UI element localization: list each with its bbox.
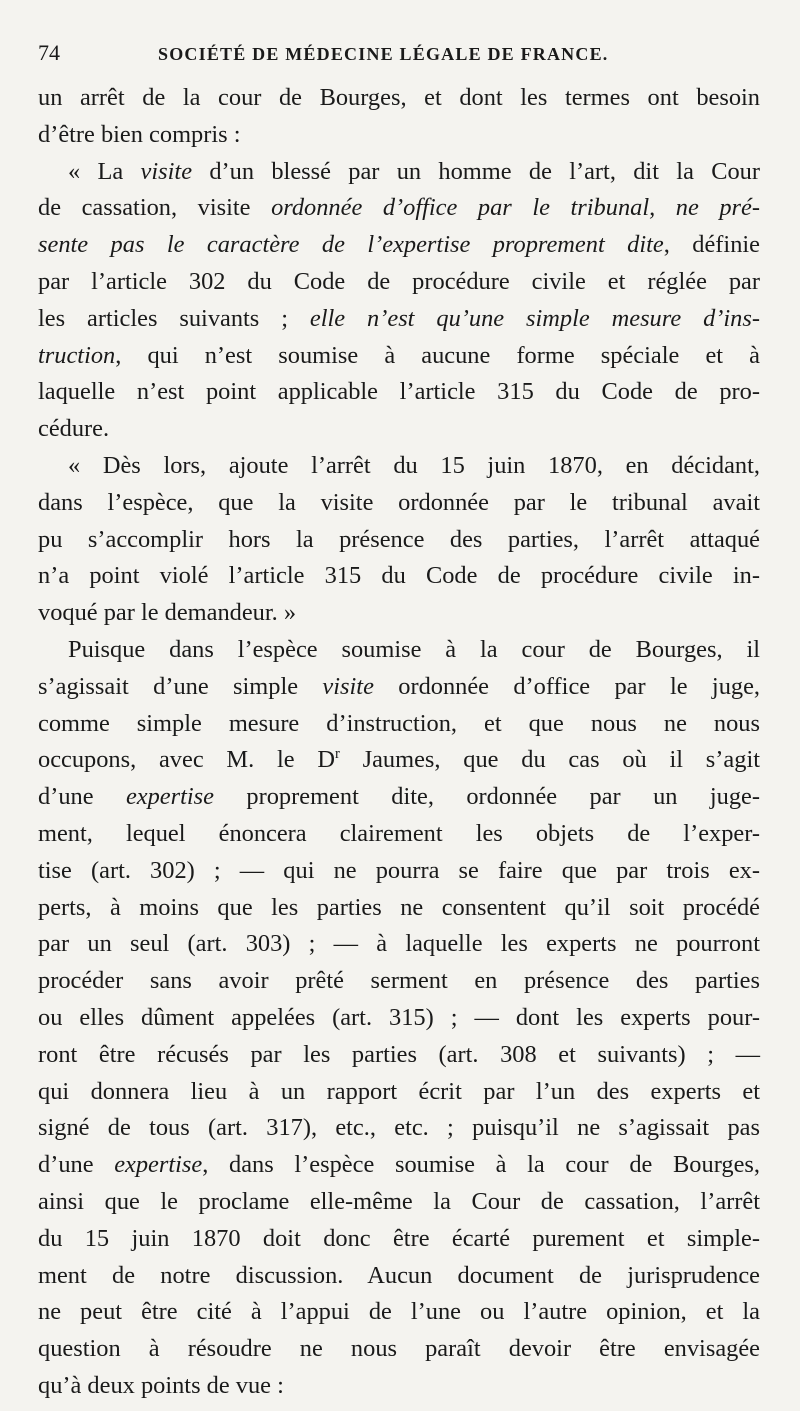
line-text: par l’article 302 du Code de procédure civile et réglée par [38,267,760,295]
line-text: question à résoudre ne nous paraît devoir être envisagée [38,1335,760,1363]
line-text: s’agissait d’une simple [38,672,323,700]
line-text: « La [68,157,141,185]
text-line [38,779,760,816]
text-line [38,227,760,264]
text-line [38,632,760,669]
line-text: du 15 juin 1870 doit donc être écarté purement et simple- [38,1224,760,1252]
text-line [38,1331,760,1368]
text-line [38,853,760,890]
line-text: ne peut être cité à l’appui de l’une ou l’autre opinion, et la [38,1298,760,1326]
line-text: Puisque dans l’espèce soumise à la cour de Bourges, il [68,635,760,663]
text-line [38,706,760,743]
line-text: n’a point violé l’article 315 du Code de procédure civile in- [38,562,760,590]
text-line [38,963,760,1000]
line-text: signé de tous (art. 317), etc., etc. ; puisqu’il ne s’agissait pas [38,1114,760,1142]
line-text: d’une [38,783,126,811]
line-text: proprement dite, ordonnée par un juge- [214,783,760,811]
text-line [38,1258,760,1295]
line-text: laquelle n’est point applicable l’article 315 du Code de pro- [38,378,760,406]
line-text: perts, à moins que les parties ne consentent qu’il soit procédé [38,893,760,921]
line-text: ment de notre discussion. Aucun document de jurisprudence [38,1261,760,1289]
line-text: les articles suivants ; [38,304,310,332]
text-line [38,1184,760,1221]
text-line [38,669,760,706]
text-line [38,742,760,779]
line-text: de cassation, visite [38,194,272,222]
text-line [38,448,760,485]
italic-text: visite [140,157,193,185]
text-line [38,411,760,448]
text-line [38,485,760,522]
text-line [38,558,760,595]
line-text: d’une [38,1151,115,1179]
line-text: occupons, avec M. le D [38,746,335,774]
line-text: tise (art. 302) ; — qui ne pourra se faire que par trois ex- [38,856,760,884]
line-text: qu’à deux points de vue : [38,1371,284,1399]
line-text: d’un blessé par un homme de l’art, dit la Cour [192,157,760,185]
text-line [38,1074,760,1111]
text-line [38,190,760,227]
italic-text: visite [322,672,374,700]
text-line [38,1147,760,1184]
italic-text: elle n’est qu’une simple mesure d’ins- [309,304,760,332]
italic-text: expertise [114,1151,203,1179]
text-line [38,154,760,191]
text-line [38,890,760,927]
line-text: d’être bien compris : [38,120,241,148]
line-text: « Dès lors, ajoute l’arrêt du 15 juin 1870, en décidant, [68,451,760,479]
line-text: , dans l’espèce soumise à la cour de Bourges, [202,1151,760,1179]
line-text: , définie [663,231,761,259]
text-line [38,374,760,411]
text-line [38,301,760,338]
running-head [38,40,760,76]
text-line [38,1110,760,1147]
text-line [38,522,760,559]
text-line [38,1037,760,1074]
line-text: ront être récusés par les parties (art. 308 et suivants) ; — [38,1040,760,1068]
text-line [38,926,760,963]
text-line [38,1221,760,1258]
line-text: ainsi que le proclame elle-même la Cour de cassation, l’arrêt [38,1187,760,1215]
text-line [38,816,760,853]
text-line [38,595,760,632]
text-line [38,80,760,117]
line-text: ordonnée d’office par le juge, [373,672,761,700]
line-text: procéder sans avoir prêté serment en présence des parties [38,967,760,995]
line-text: pu s’accomplir hors la présence des parties, l’arrêt attaqué [38,525,760,553]
text-line [38,264,760,301]
text-line [38,1368,760,1405]
line-text: Jaumes, que du cas où il s’agit [339,746,760,774]
line-text: qui donnera lieu à un rapport écrit par l’un des experts et [38,1077,760,1105]
line-text: cédure. [38,415,110,443]
text-line [38,117,760,154]
line-text: ment, lequel énoncera clairement les objets de l’exper- [38,819,760,847]
text-line [38,1294,760,1331]
line-text: dans l’espèce, que la visite ordonnée par le tribunal avait [38,488,760,516]
italic-text: expertise [125,783,214,811]
text-line [38,1000,760,1037]
line-text: comme simple mesure d’instruction, et que nous ne nous [38,709,760,737]
italic-text: ordonnée d’office par le tribunal, ne pré- [271,194,760,222]
line-text: un arrêt de la cour de Bourges, et dont les termes ont besoin [38,84,760,111]
running-title: SOCIÉTÉ DE MÉDECINE LÉGALE DE FRANCE. [158,44,609,64]
line-text: ou elles dûment appelées (art. 315) ; — dont les experts pour- [38,1003,760,1031]
superscript-text: r [334,746,340,763]
page-number: 74 [38,40,60,65]
line-text: , qui n’est soumise à aucune forme spéciale et à [115,341,760,369]
text-line [38,338,760,375]
line-text: voqué par le demandeur. » [38,599,297,627]
italic-text: sente pas le caractère de l’expertise proprement dite [38,231,664,259]
italic-text: truction [38,341,116,369]
body-text [38,80,760,1405]
line-text: par un seul (art. 303) ; — à laquelle les experts ne pourront [38,930,760,958]
